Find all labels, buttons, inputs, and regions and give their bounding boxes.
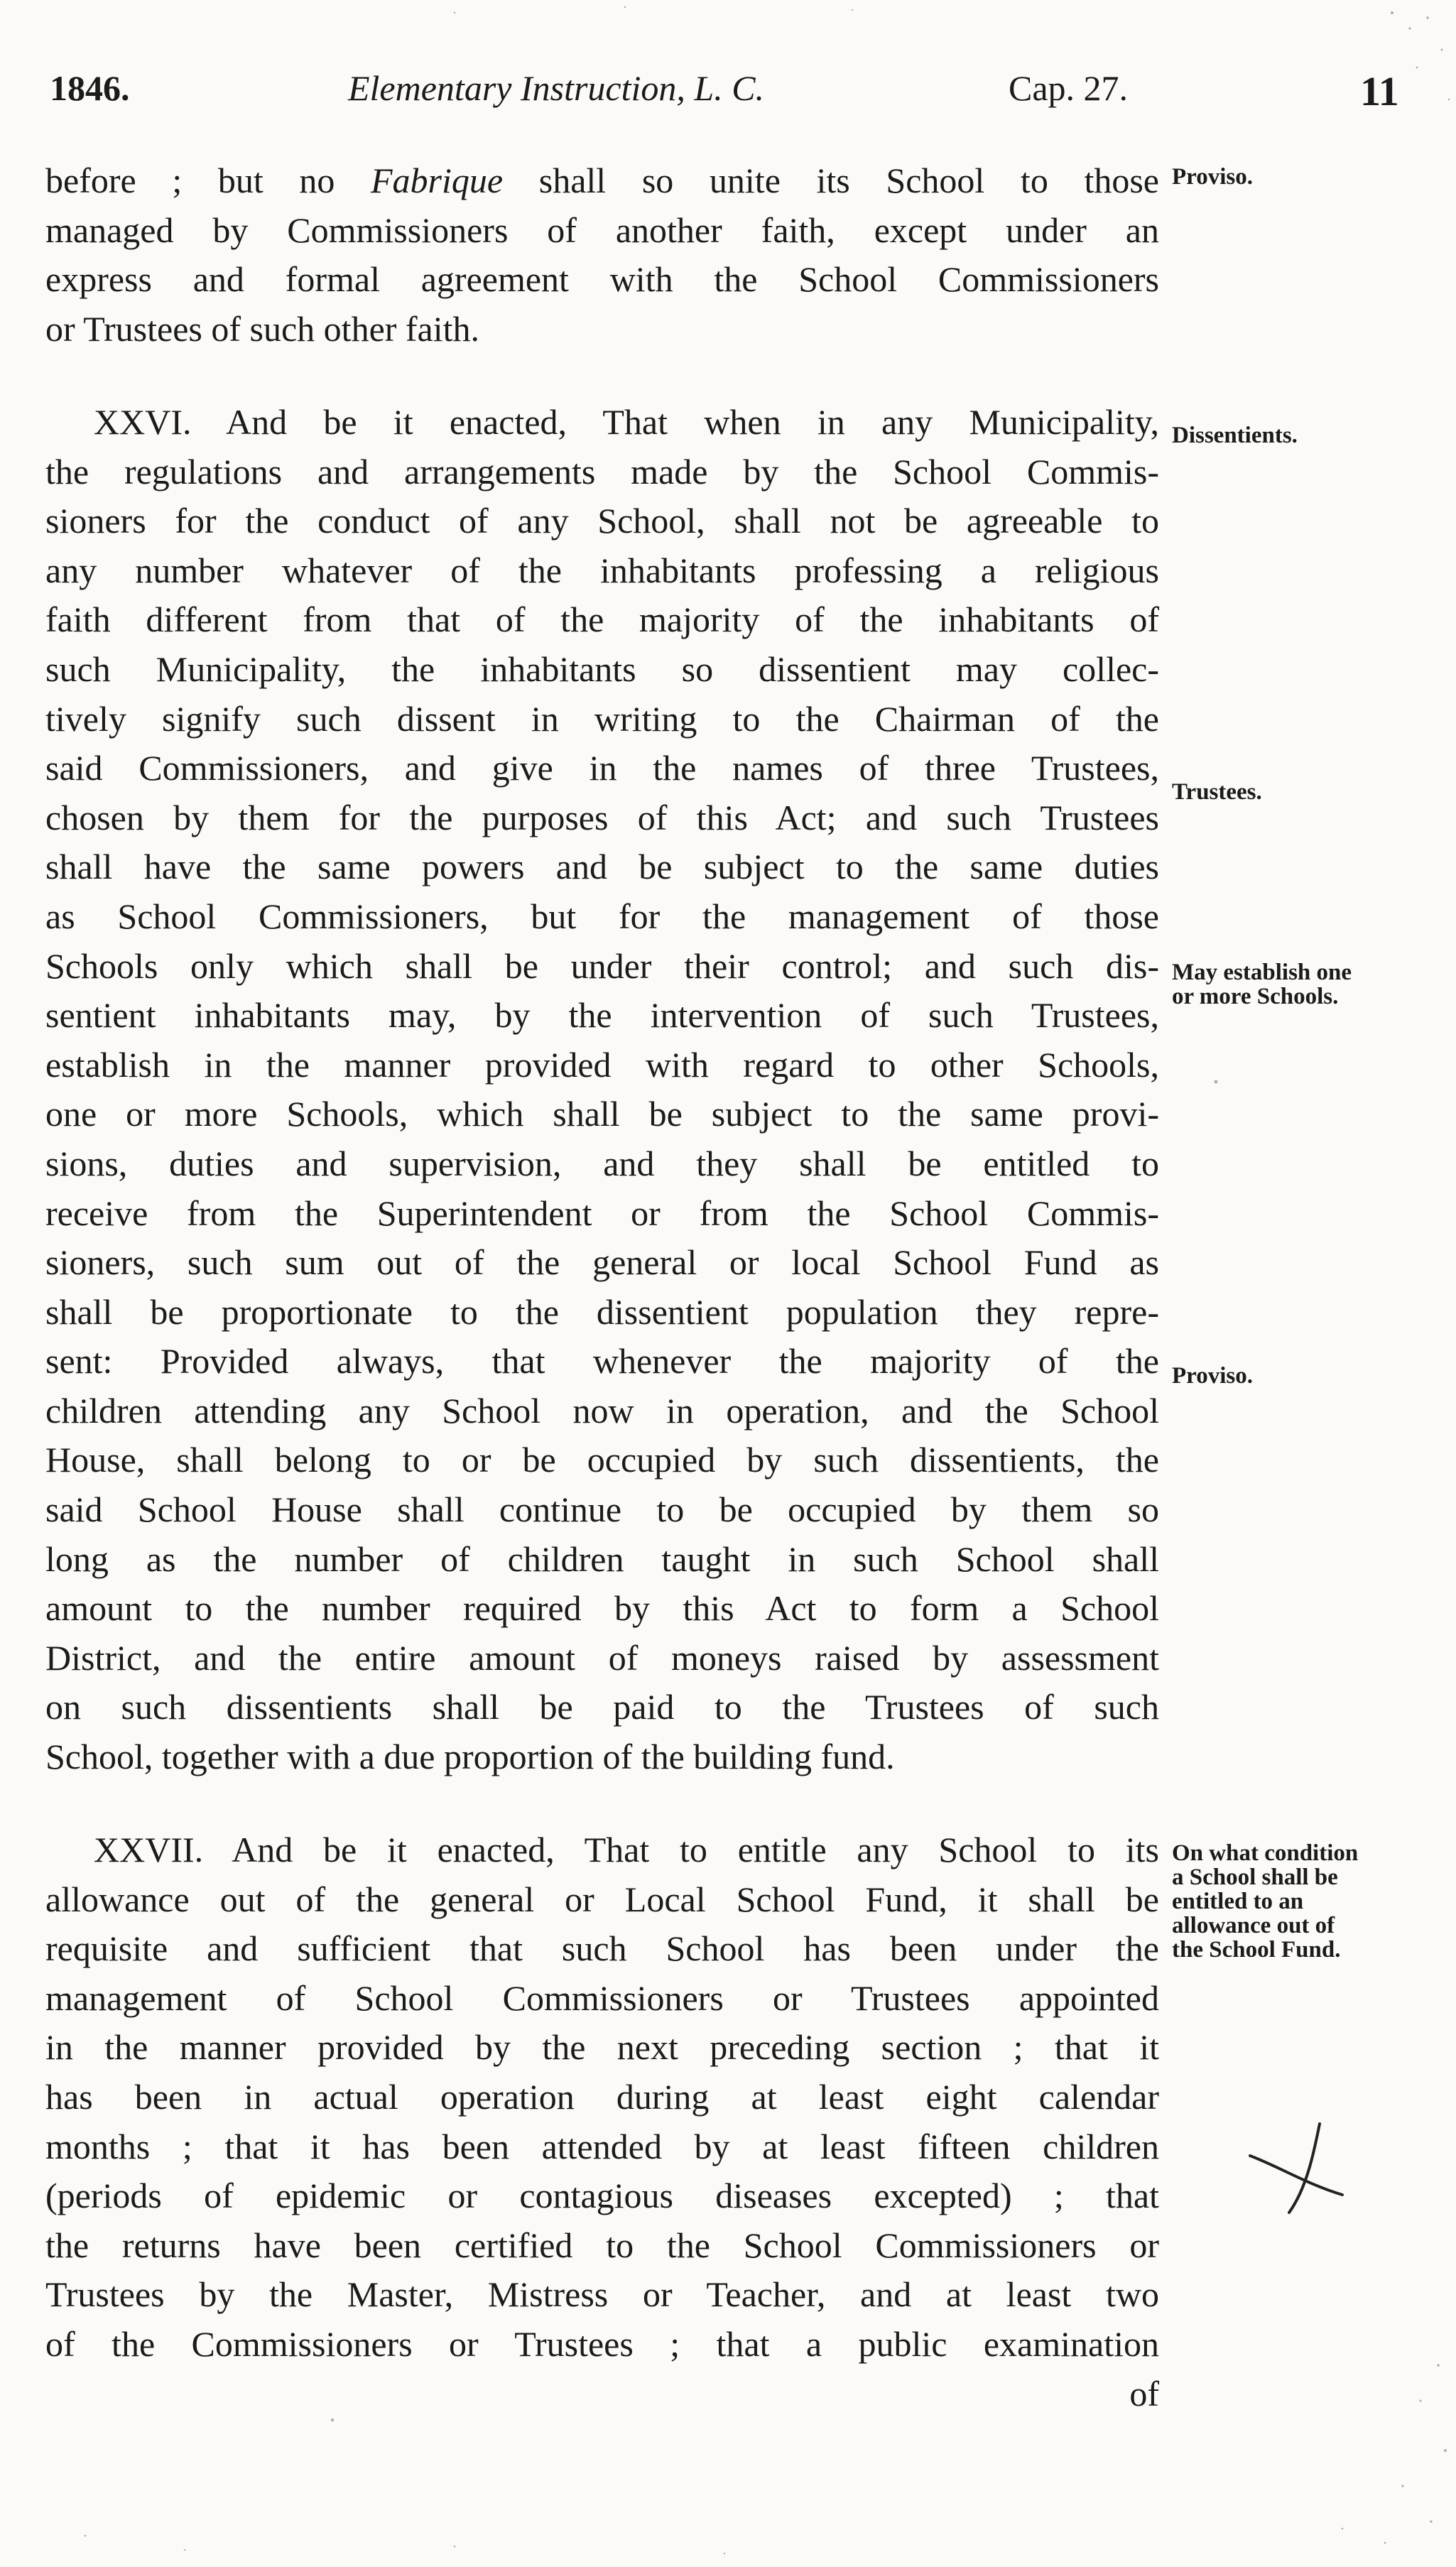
text-line: sioners for the conduct of any School, shall not be agreeable to bbox=[45, 501, 1159, 541]
margin-note-proviso-2: Proviso. bbox=[1172, 1363, 1253, 1389]
text-line: Trustees by the Master, Mistress or Teacher, and at least two bbox=[45, 2274, 1159, 2315]
paragraph-continuation bbox=[45, 156, 1159, 354]
text-line: sent: Provided always, that whenever the majority of the bbox=[45, 1341, 1159, 1382]
text-line: children attending any School now in operation, and the School bbox=[45, 1390, 1159, 1431]
text-line: requisite and sufficient that such School has been under the bbox=[45, 1928, 1159, 1969]
header-title: Elementary Instruction, L. C. bbox=[348, 68, 765, 108]
text-line: has been in actual operation during at least eight calendar bbox=[45, 2076, 1159, 2117]
text-line: School, together with a due proportion of the building fund. bbox=[45, 1737, 895, 1777]
text-line: tively signify such dissent in writing to the Chairman of the bbox=[45, 698, 1159, 739]
section-heading-line: XXVI. And be it enacted, That when in any Municipality, bbox=[94, 402, 1159, 442]
handwritten-cross-mark bbox=[1250, 2124, 1342, 2213]
text-line: months ; that it has been attended by at least fifteen children bbox=[45, 2126, 1159, 2166]
text-line: shall have the same powers and be subject to the same duties bbox=[45, 847, 1159, 887]
italic-word: Fabrique bbox=[371, 161, 504, 200]
text-line: shall be proportionate to the dissentient population they repre- bbox=[45, 1291, 1159, 1332]
section-heading-line: XXVII. And be it enacted, That to entitle any School to its bbox=[94, 1830, 1159, 1869]
section-xxvii bbox=[45, 1825, 1159, 2419]
text-line: amount to the number required by this Act to form a School bbox=[45, 1588, 1159, 1629]
running-header bbox=[50, 67, 1399, 124]
text-line: establish in the manner provided with regard to other Schools, bbox=[45, 1044, 1159, 1085]
text-line: the regulations and arrangements made by the School Commis- bbox=[45, 451, 1159, 492]
text-line: said Commissioners, and give in the names of three Trustees, bbox=[45, 748, 1159, 788]
margin-note-may-establish: May establish one or more Schools. bbox=[1172, 960, 1352, 1009]
text-line: chosen by them for the purposes of this Act; and such Trustees bbox=[45, 797, 1159, 837]
text-line: the returns have been certified to the School Commissioners or bbox=[45, 2225, 1159, 2265]
text-line: managed by Commissioners of another faith, except under an bbox=[45, 210, 1159, 250]
section-xxvi bbox=[45, 398, 1159, 1782]
text-line: House, shall belong to or be occupied by such dissentients, the bbox=[45, 1440, 1159, 1480]
text-line: management of School Commissioners or Trustees appointed bbox=[45, 1977, 1159, 2018]
margin-note-dissentients: Dissentients. bbox=[1172, 423, 1298, 448]
text-line: receive from the Superintendent or from the School Commis- bbox=[45, 1193, 1159, 1233]
text-line: of the Commissioners or Trustees ; that a public examination bbox=[45, 2323, 1159, 2364]
text-line: any number whatever of the inhabitants professing a religious bbox=[45, 550, 1159, 590]
margin-note-allowance-condition: On what condition a School shall be entitled to an allowance out of the School Fund. bbox=[1172, 1840, 1359, 1963]
margin-note-proviso: Proviso. bbox=[1172, 164, 1253, 190]
text-line: (periods of epidemic or contagious diseases excepted) ; that bbox=[45, 2176, 1159, 2216]
text-line: sions, duties and supervision, and they shall be entitled to bbox=[45, 1143, 1159, 1183]
text-line: as School Commissioners, but for the management of those bbox=[45, 896, 1159, 936]
text-line: on such dissentients shall be paid to the Trustees of such bbox=[45, 1687, 1159, 1727]
header-year: 1846. bbox=[50, 68, 130, 108]
text-line: one or more Schools, which shall be subject to the same provi- bbox=[45, 1094, 1159, 1134]
text-line: express and formal agreement with the School Commissioners bbox=[45, 259, 1159, 300]
text-line: before ; but no Fabrique shall so unite its School to those bbox=[45, 161, 1159, 200]
text-line: faith different from that of the majority of the inhabitants of bbox=[45, 599, 1159, 640]
text-line: in the manner provided by the next preceding section ; that it bbox=[45, 2027, 1159, 2068]
text-line: said School House shall continue to be occupied by them so bbox=[45, 1489, 1159, 1530]
header-chapter: Cap. 27. bbox=[1009, 68, 1129, 108]
text-line: or Trustees of such other faith. bbox=[45, 308, 480, 349]
text-line: District, and the entire amount of moneys raised by assessment bbox=[45, 1637, 1159, 1678]
text-line: allowance out of the general or Local School Fund, it shall be bbox=[45, 1879, 1159, 1919]
text-line: sioners, such sum out of the general or local School Fund as bbox=[45, 1242, 1159, 1283]
page-number: 11 bbox=[1360, 68, 1399, 114]
text-line: sentient inhabitants may, by the intervention of such Trustees, bbox=[45, 995, 1159, 1036]
text-line: Schools only which shall be under their control; and such dis- bbox=[45, 945, 1159, 986]
text-line: such Municipality, the inhabitants so dissentient may collec- bbox=[45, 648, 1159, 689]
catchword: of bbox=[1129, 2373, 1159, 2414]
text-line: long as the number of children taught in such School shall bbox=[45, 1538, 1159, 1579]
margin-note-trustees: Trustees. bbox=[1172, 779, 1262, 805]
